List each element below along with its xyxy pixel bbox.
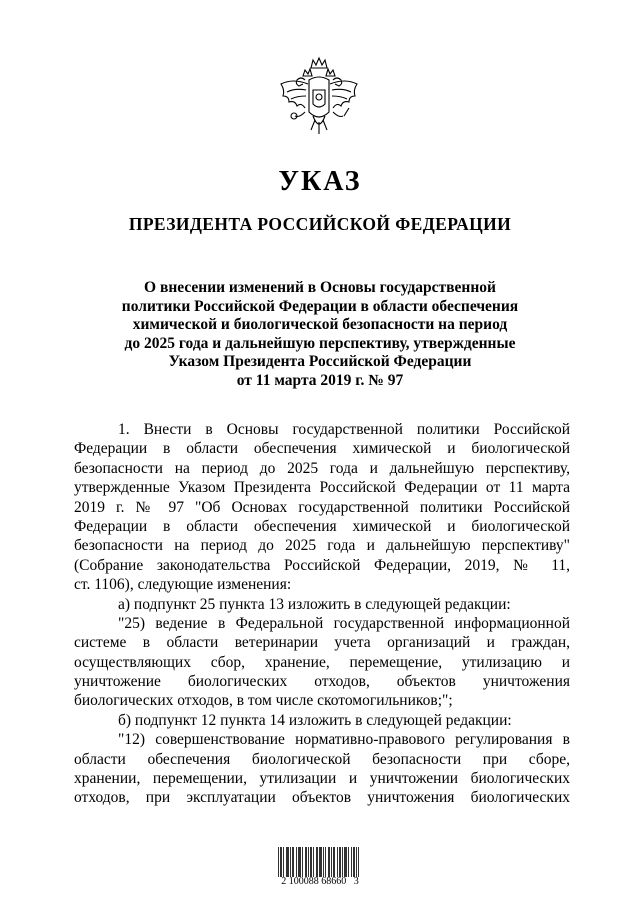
document-title: УКАЗ [278,166,362,197]
heading-line: химической и биологической безопасности на период [132,316,508,334]
body-line: б) подпункт 12 пункта 14 изложить в следующей редакции: [118,711,512,729]
body-line: биологических отходов, в том числе скотомогильников;"; [74,692,453,710]
body-line: уничтожение биологических отходов, объектов уничтожения [74,673,570,691]
body-line: (Собрание законодательства Российской Федерации, 2019, № 11, [74,556,570,574]
body-line: системе в области ветеринарии учета организаций и граждан, [74,634,570,652]
body-line: хранении, перемещении, утилизации и уничтожении биологических [74,770,570,788]
heading-line: от 11 марта 2019 г. № 97 [236,371,404,389]
body-line: 2019 г. № 97 "Об Основах государственной политики Российской [74,498,570,516]
barcode-number: 2 100088 68660 3 [281,876,359,887]
body-line: "25) ведение в Федеральной государственной информационной [118,614,570,632]
body-line: осуществляющих сбор, хранение, перемещение, утилизацию и [74,653,570,671]
heading-line: политики Российской Федерации в области обеспечения [121,297,519,315]
heading-line: О внесении изменений в Основы государственной [144,279,496,296]
document-heading [0,279,640,391]
body-line: области обеспечения биологической безопасности при сборе, [74,750,570,768]
body-line: Федерации в области обеспечения химической и биологической [74,440,570,458]
body-line: Федерации в области обеспечения химической и биологической [74,517,570,535]
body-line: а) подпункт 25 пункта 13 изложить в следующей редакции: [118,595,511,613]
body-line: утвержденные Указом Президента Российской Федерации от 11 марта [74,479,570,497]
body-line: ст. 1106), следующие изменения: [74,576,292,594]
barcode-icon [278,847,360,877]
body-line: 1. Внести в Основы государственной политики Российской [118,421,570,438]
russian-coat-of-arms-icon [275,54,363,150]
heading-line: Указом Президента Российской Федерации [168,353,472,371]
body-line: безопасности на период до 2025 года и дальнейшую перспективу, [74,459,570,477]
body-line: "12) совершенствование нормативно-правового регулирования в [118,731,570,749]
body-line: отходов, при эксплуатации объектов уничтожения биологических [74,789,570,807]
document-body [74,420,570,808]
heading-line: до 2025 года и дальнейшую перспективу, утвержденные [124,334,516,352]
document-subtitle: ПРЕЗИДЕНТА РОССИЙСКОЙ ФЕДЕРАЦИИ [128,214,512,234]
body-line: безопасности на период до 2025 года и дальнейшую перспективу" [74,537,570,555]
